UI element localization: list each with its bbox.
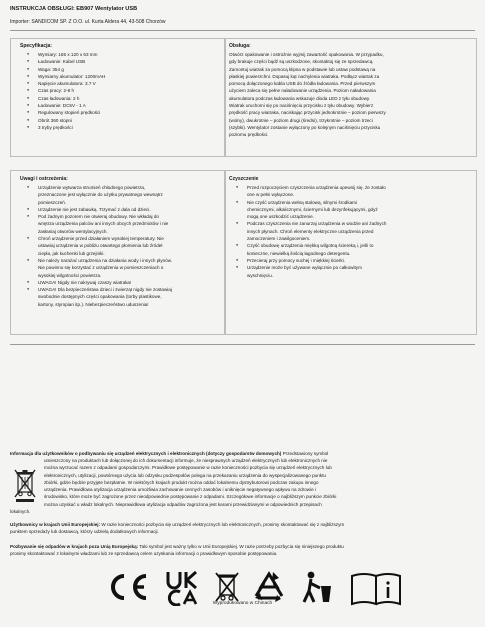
- warning-line: ciepła, jak kuchenki lub grzejniki.: [38, 250, 105, 256]
- divider: [10, 30, 475, 31]
- made-in: Wyprodukowano w Chinach: [212, 601, 273, 606]
- cleaning-item: [229, 257, 386, 264]
- warning-line: ● Urządzenie nie jest zabawką. Trzymać z dala od dzieci.: [38, 206, 151, 212]
- weee-mark-icon: [216, 573, 238, 601]
- warning-line: ● Urządzenie wytwarza strumień chłodnego powietrza,: [38, 185, 146, 190]
- usage-line: (szybki). Wentylator zostanie wyłączony po kolejnym naciśnięciu przycisku: [229, 124, 381, 130]
- warning-line: swobodnie dostępnych części opakowania (torby plastikowe,: [38, 294, 162, 300]
- warning-line: przeznaczone jest wyłącznie do użytku prywatnego wewnątrz: [38, 192, 163, 198]
- eu-users-text: [10, 521, 480, 536]
- warning-line: wnętrza urządzenia palców ani innych obcych przedmiotów i nie: [38, 221, 169, 227]
- warnings-heading: Uwagi i ostrzeżenia:: [20, 176, 68, 182]
- outside-eu-heading: Pozbywanie się odpadów w krajach poza Unią Europejską:: [10, 544, 139, 549]
- recycling-icon: [255, 572, 282, 602]
- warning-line: ● Pod żadnym pozorem nie otwieraj obudowy. Nie wkładaj do: [38, 214, 159, 220]
- cleaning-line: chemicznymi, alkalicznymi, ściernymi lub dezynfekującymi, gdyż: [247, 206, 378, 212]
- cleaning-item: [229, 199, 386, 221]
- disposal-line: zbiórki, gdzie będzie przyjęte bezpłatnie. W niektórych krajach produkt można oddać lokalnemu dystrybutorowi podczas zakupu innego: [44, 479, 319, 485]
- warnings-list: [20, 184, 172, 308]
- spec-item: ● Ładowanie: DC5V - 1 A: [20, 102, 105, 109]
- spec-item: ● Czas ładowania: 2 h: [20, 95, 105, 102]
- usage-heading: Obsługa:: [229, 43, 251, 49]
- outside-eu-content: Taki symbol jest ważny tylko w Unii Europejskiej. W razie potrzeby pozbycia się niniejszego produktu: [138, 544, 344, 549]
- spec-list: [20, 51, 105, 131]
- cleaning-line: ● Nie czyść urządzenia wełną stalową, silnymi środkami: [247, 199, 358, 205]
- spec-item: ● Napięcie akumulatora: 3.7 V: [20, 80, 105, 87]
- disposal-line: można wyrzucać razem z odpadami gospodarczymi. Prawidłowe postępowanie w razie konieczności pozbycia się urządzeń elektrycznych lub: [44, 465, 332, 471]
- warning-item: [20, 279, 172, 286]
- usage-text: [229, 51, 386, 139]
- cleaning-line: ● Urządzenie może być używane wyłącznie po całkowitym: [247, 265, 362, 271]
- spec-item: ● Obrót 360 stopni: [20, 117, 105, 124]
- outside-eu-line: prosimy skontaktować z lokalnymi władzami lub ze sprzedawcą celem uzyskania informacji o prawidłowym sposobie postępowania.: [10, 551, 278, 557]
- cleaning-line: ● Czyść obudowę urządzenia miękką wilgotną ściereką i, jeśli to: [247, 243, 374, 249]
- warning-line: wysokiej wilgotności powietrza.: [38, 272, 102, 278]
- cleaning-item: [229, 242, 386, 257]
- disposal-line: umieszczony na produktach lub dołączonej do ich dokumentacji informuje, że niesprawnych urządzeń elektrycznych lub elektronicznych nie: [44, 458, 328, 463]
- cleaning-list: [229, 184, 386, 279]
- cleaning-item: [229, 264, 386, 279]
- ce-mark-icon: [113, 576, 146, 598]
- usage-line: płaskiej powierzchni. Dopasuj kąt nachylenia wiatraka. Podłącz wiatrak za: [229, 73, 380, 79]
- usage-line: pomocą dołączonego kabla USB do źródła ładowania. Przed pierwszym: [229, 81, 376, 87]
- warning-item: [20, 257, 172, 279]
- warning-line: ● Chroń urządzenie przed działaniem wysokiej temperatury. Nie: [38, 236, 164, 242]
- importer-info: Importer: SANDICOM SP. Z O.O. ul. Kurta Aldera 44, 43-508 Chorzów: [10, 19, 166, 25]
- read-manual-icon: [352, 574, 400, 604]
- cleaning-line: ● Podczas czyszczenia nie zanurzaj urządzenia w wodzie ani żadnych: [247, 221, 387, 227]
- spec-item: ● Czas pracy: 2-8 h: [20, 87, 105, 94]
- warning-item: [20, 235, 172, 257]
- disposal-last-line: lokalnych.: [10, 509, 31, 514]
- disposal-line: elektronicznych, utylizacji, powtórnego użycia lub odzysku podzespołów polega na przekazaniu urządzenia do wyspecjalizowanego punktu: [44, 472, 326, 478]
- disposal-line: urządzenia. Prawidłowa utylizacja urządzenia umożliwia zachowanie cennych zasobów i uniknięcie negatywnego wpływu na zdrowie i: [44, 487, 316, 493]
- warning-item: [20, 206, 172, 213]
- spec-item: ● Regulowany stopień prędkości: [20, 109, 105, 116]
- warning-line: ● UWAGA! Nigdy nie nakrywaj czaszy wiatraka!: [38, 279, 132, 285]
- warning-line: kartony, styropian itp.). Niebezpieczeństwo uduszenia!: [38, 301, 149, 307]
- usage-line: gdy brakuje części bądź są uszkodzone, skontaktuj się ze sprzedawcą.: [229, 59, 374, 65]
- spec-item: ● Ładowanie: Kabel USB: [20, 58, 105, 65]
- weee-bin-icon: [12, 467, 38, 503]
- warning-line: Nie powinno się korzystać z urządzenia w pomieszczeniach o: [38, 265, 164, 271]
- usage-line: (wolny), dwukrotnie – poziom drugi (średni), trzykrotnie – poziom trzeci: [229, 117, 373, 123]
- warning-item: [20, 213, 172, 235]
- disposal-line: środowisko, które może być zagrożone przez nieodpowiednie postępowanie z odpadami. Szczegółowe informacje o najbliższym punkcie zbiórki: [44, 494, 337, 500]
- usage-line: akumulatora podczas ładowania wskazuje dioda LED z tyłu obudowy.: [229, 95, 371, 101]
- eu-users-heading: Użytkownicy w krajach Unii Europejskiej:: [10, 522, 101, 527]
- divider: [10, 344, 475, 345]
- usage-line: Otwórz opakowanie i ostrożnie wyjmij zawartość opakowania. W przypadku,: [229, 52, 384, 57]
- warning-item: [20, 184, 172, 206]
- cleaning-line: ● Przed rozpoczęciem czyszczenia urządzenia upewnij się, że zostało: [247, 185, 386, 190]
- usage-line: prędkość pracy wiatraka, naciskając przycisk jednokrotnie – poziom pierwszy: [229, 110, 386, 116]
- cleaning-line: one w pełni wyłączone.: [247, 192, 295, 198]
- cleaning-line: konieczne, niewielką ilością łagodnego detergentu.: [247, 250, 351, 256]
- cleaning-item: [229, 220, 386, 242]
- warning-item: [20, 286, 172, 308]
- cleaning-line: ● Przecieraj przy pomocy suchej i miękkiej ścierki.: [247, 257, 346, 263]
- usage-line: poziomu prędkości.: [229, 132, 269, 138]
- spec-item: ● Wymiary: 165 x 120 x 63 mm: [20, 51, 105, 58]
- outside-eu-text: [10, 543, 480, 558]
- warning-line: ustawiaj urządzenia w pobliżu otwartego płomienia lub źródeł: [38, 243, 163, 249]
- usage-line: użyciem zaleca się pełne naładowanie urządzenia. Poziom naładowania: [229, 88, 376, 94]
- cleaning-line: zamoczeniem i zawilgoceniem.: [247, 236, 311, 242]
- disposal-lead: Przedstawiony symbol: [281, 451, 329, 456]
- warning-line: pomieszczeń.: [38, 199, 67, 205]
- eu-users-line: [10, 521, 480, 528]
- cleaning-item: [229, 184, 386, 199]
- eu-users-line: punktem sprzedaży lub dostawcą, którzy udzielą dodatkowych informacji.: [10, 529, 159, 535]
- usage-line: Wiatrak uruchomi się po naciśnięciu przycisku z tyłu obudowy. Wybierz: [229, 103, 374, 109]
- disposal-line: można uzyskać u władz lokalnych. Nieprawidłowa utylizacja odpadów zagrożona jest karami przewidzianymi w odpowiednich przepisach: [44, 501, 322, 507]
- spec-item: ● Wymiarny akumulator: 1200mAH: [20, 73, 105, 80]
- cleaning-line: mogą one uszkodzić urządzenie.: [247, 214, 314, 220]
- cleaning-line: innych płynach. Chroń elementy elektryczne urządzenia przed: [247, 228, 374, 234]
- tidyman-icon: [304, 572, 331, 602]
- spec-item: ● 3 tryby prędkości: [20, 124, 105, 131]
- cleaning-heading: Czyszczenie: [229, 176, 259, 182]
- disposal-text: [44, 457, 484, 508]
- spec-item: ● Waga: 354 g: [20, 66, 105, 73]
- disposal-heading: Informacja dla użytkowników o podbywaniu się urządzeń elektrycznych i elektronicznych (dotyczy gospodarstw domowych): [10, 451, 282, 456]
- cleaning-line: wyschnięciu.: [247, 272, 274, 278]
- usage-line: Zamontuj wiatrak za pomocą klipsa w podstawie lub ustaw podstawą na: [229, 66, 376, 72]
- document-title: INSTRUKCJA OBSŁUGI: EB907 Wentylator USB: [10, 6, 138, 12]
- warning-line: ● Nie należy narażać urządzenia na działania wody i innych płynów.: [38, 257, 173, 263]
- warning-line: ● UWAGA! Dla bezpieczeństwa dzieci i zwierząt nigdy nie zostawiaj: [38, 287, 172, 293]
- eu-users-content: W razie konieczności pozbycia się urządzeń elektrycznych lub elektronicznych, prosimy skontaktować się z najbliższym: [100, 522, 345, 527]
- outside-eu-line: [10, 543, 480, 550]
- warning-line: zasłaniaj otworów wentylacyjnych.: [38, 228, 108, 234]
- spec-heading: Specyfikacja:: [20, 43, 52, 49]
